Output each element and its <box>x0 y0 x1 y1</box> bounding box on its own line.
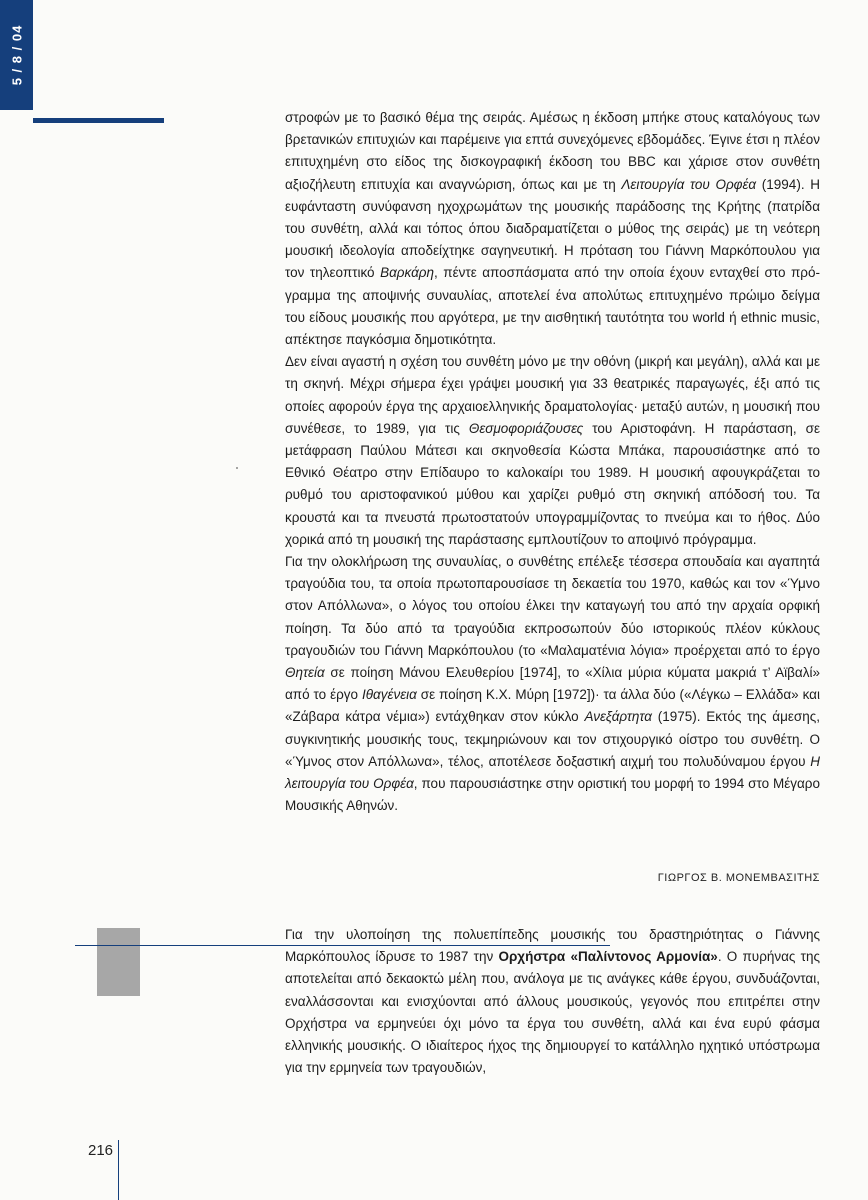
orchestra-section <box>285 924 820 1079</box>
page-number-rule <box>118 1140 119 1200</box>
paragraph-1: στροφών με το βασικό θέμα της σειράς. Αμέσως η έκδοση μπήκε στους καταλόγους των βρετανικών επιτυχιών και παρέμεινε για επτά συνεχόμενες εβδομάδες. Έγινε έτσι η πλέον επιτυχημένη στο είδος της δισκογραφική έκδοση του BBC και χάρισε στον συνθέτη αξιοζήλευτη επιτυχία και αναγνώριση, όπως και με τη Λειτουργία του Ορφέα (1994). Η ευφάνταστη συνύφανση ηχοχρωμάτων της μουσικής παράδοσης της Κρήτης (πατρίδα του συνθέτη, αλλά και τόπος όπου διαδραματίζεται ο μύθος της σειράς) με τη νεότερη μουσική ιδεολογία αποδείχτηκε σαγηνευτική. Η πρόταση του Γιάννη Μαρκόπουλου για τον τηλεοπτικό Βαρκάρη, πέντε αποσπάσματα από την οποία έχουν ενταχθεί στο πρόγραμμα της αποψινής συναυλίας, αποτελεί ένα απολύτως επιτυχημένο πρώιμο δείγμα του είδους μουσικής που αργότερα, με την αισθητική ταυτότητα του world ή ethnic music, απέκτησε παγκόσμια δημοτικότητα. <box>285 110 820 348</box>
orchestra-name: Ορχήστρα «Παλίντονος Αρμονία» <box>498 949 718 965</box>
section-marker <box>97 928 140 996</box>
orchestra-paragraph: Για την υλοποίηση της πολυεπίπεδης μουσικής του δραστηριότητας ο Γιάννης Μαρκόπουλος ίδρυσε το 1987 την Ορχήστρα «Παλίντονος Αρμονία». Ο πυρήνας της αποτελείται από δεκαοκτώ μέλη που, ανάλογα με τις ανάγκες κάθε έργου, συνδυάζονται, εναλλάσσονται και ενισχύονται από άλλους μουσικούς, γεγονός που επιτρέπει στην Ορχήστρα να ερμηνεύει όχι μόνο τα έργα του συνθέτη, αλλά και ένα ευρύ φάσμα ελληνικής μουσικής. Ο ιδιαίτερος ήχος της δημιουργεί το κατάλληλο ηχητικό υπόστρωμα για την ερμηνεία των τραγουδιών, <box>285 927 820 1076</box>
page-number: 216 <box>88 1142 114 1159</box>
article-body <box>285 107 820 818</box>
paragraph-3: Για την ολοκλήρωση της συναυλίας, ο συνθέτης επέλεξε τέσσερα σπουδαία και αγαπητά τραγούδια του, τα οποία πρωτοπαρουσίασε τη δεκαετία του 1970, καθώς και τον «Ύμνο στον Απόλλωνα», ο λόγος του οποίου έλκει την καταγωγή του από την αρχαία ορφική ποίηση. Τα δύο από τα τραγούδια εκπροσωπούν δύο ιστορικούς πλέον κύκλους τραγουδιών του Γιάννη Μαρκόπουλου (το «Μαλαματένια λόγια» προέρχεται από το έργο Θητεία σε ποίηση Μάνου Ελευθερίου [1974], το «Χίλια μύρια κύματα μακριά τ’ Αϊβαλί» από το έργο Ιθαγένεια σε ποίηση Κ.Χ. Μύρη [1972])· τα άλλα δύο («Λέγκω – Ελλάδα» και «Ζάβαρα κάτρα νέμια») εντάχθηκαν στον κύκλο Ανεξάρτητα (1975). Εκτός της άμεσης, συγκινητικής μουσικής τους, τεκμηριώνουν και τον στιχουργικό οίστρο του συνθέτη. Ο «Ύμνος στον Απόλλωνα», τέλος, αποτέλεσε δοξαστική αιχμή του πολυδύναμου έργου Η λειτουργία του Ορφέα, που παρουσιάστηκε στην οριστική του μορφή το 1994 στο Μέγαρο Μουσικής Αθηνών. <box>285 554 820 814</box>
decorative-dot <box>236 467 238 469</box>
issue-date-tab <box>0 0 33 110</box>
paragraph-2: Δεν είναι αγαστή η σχέση του συνθέτη μόνο με την οθόνη (μικρή και μεγάλη), αλλά και με τη σκηνή. Μέχρι σήμερα έχει γράψει μουσική για 33 θεατρικές παραγωγές, έξι από τις οποίες αφορούν έργα της αρχαιοελληνικής δραματολογίας· μεταξύ αυτών, η μουσική που συνέθεσε, το 1989, για τις Θεσμοφοριάζουσες του Αριστοφάνη. Η παράσταση, σε μετάφραση Παύλου Μάτεσι και σκηνοθεσία Κώστα Μπάκα, παρουσιάστηκε από το Εθνικό Θέατρο στην Επίδαυρο το καλοκαίρι του 1989. Η μουσική αφουγκράζεται το ρυθμό του αριστοφανικού μύθου και χαρίζει ρυθμό στη σκηνική απόδοσή του. Τα κρουστά και τα πνευστά πρωτοστατούν υπογραμμίζοντας το πνεύμα και το ήθος. Δύο χορικά από τη μουσική της παράστασης εμπλουτίζουν το αποψινό πρόγραμμα. <box>285 354 820 547</box>
author-signature: ΓΙΩΡΓΟΣ Β. ΜΟΝΕΜΒΑΣΙΤΗΣ <box>657 872 820 884</box>
top-divider <box>33 118 164 123</box>
issue-date: 5 / 8 / 04 <box>9 24 24 86</box>
